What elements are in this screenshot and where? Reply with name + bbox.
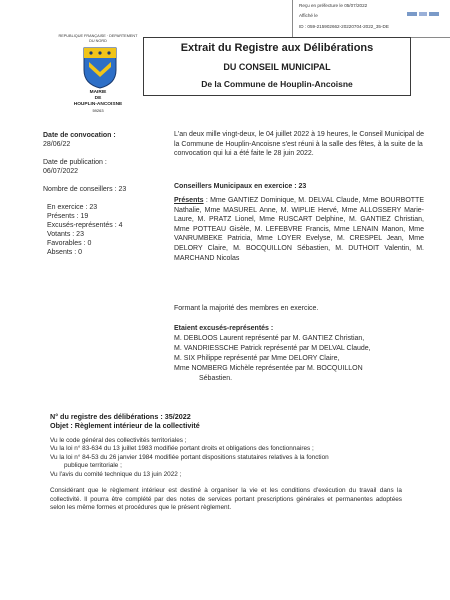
publication-label: Date de publication : [43, 159, 107, 166]
excused-item: M. VANDRIESSCHE Patrick représenté par M DELVAL Claude, [174, 345, 371, 352]
present-members [174, 196, 424, 263]
excused-label: Etaient excusés-représentés : [174, 325, 274, 332]
councillors-count: Nombre de conseillers : 23 [43, 186, 127, 193]
majority-statement: Formant la majorité des membres en exercice. [174, 305, 319, 312]
excused-item: Mme NOMBERG Michèle représentée par M. BOCQUILLON [174, 365, 363, 372]
coat-of-arms-icon [82, 46, 118, 90]
stamp-received-line: Reçu en préfecture le 05/07/2022 [299, 3, 368, 8]
stamp-logo-icon [405, 10, 443, 18]
stat-in-office: En exercice : 23 [47, 204, 98, 211]
legal-basis-item: Vu le code général des collectivités territoriales ; [50, 437, 187, 444]
register-number: N° du registre des délibérations : 35/2022 [50, 412, 191, 421]
stamp-displayed-line: Affiché le [299, 13, 318, 18]
stat-voters: Votants : 23 [47, 231, 84, 238]
excused-item: M. DEBLOOS Laurent représenté par M. GANTIEZ Christian, [174, 335, 365, 342]
excused-item: M. SIX Philippe représenté par Mme DELORY Claire, [174, 355, 340, 362]
legal-basis-item: Vu la loi n° 84-53 du 26 janvier 1984 modifiée portant dispositions statutaires relatives à la fonction [50, 454, 329, 461]
prefecture-stamp [292, 0, 450, 38]
stat-favorable: Favorables : 0 [47, 240, 92, 247]
meeting-intro: L'an deux mille vingt-deux, le 04 juillet 2022 à 19 heures, le Conseil Municipal de la Commune de Houplin-Ancoisne s'est réuni à la salle des fêtes, à la suite de la convocation qui lui a été faite le 28 juin 2022. [174, 131, 424, 158]
document-title: Extrait du Registre aux Délibérations [180, 42, 374, 54]
legal-basis-item-continuation: publique territoriale ; [64, 462, 122, 469]
present-label: Présents [174, 197, 204, 204]
stat-excused: Excusés-représentés : 4 [47, 222, 123, 229]
legal-basis-item: Vu la loi n° 83-634 du 13 juillet 1983 modifiée portant droits et obligations des fonctionnaires ; [50, 445, 314, 452]
legal-basis-item: Vu l'avis du comité technique du 13 juin 2022 ; [50, 471, 182, 478]
logo-postcode: 59263 [92, 108, 104, 113]
councillors-in-office-label: Conseillers Municipaux en exercice : 23 [174, 183, 307, 190]
stat-absent: Absents : 0 [47, 249, 83, 256]
meeting-stats-column [43, 131, 138, 257]
logo-de: DE [94, 96, 102, 101]
title-box [143, 37, 411, 96]
logo-town-name [58, 90, 138, 114]
logo-town: HOUPLIN-ANCOISNE [73, 102, 123, 107]
convocation-label: Date de convocation : [43, 132, 116, 139]
convocation-date: 28/06/22 [43, 141, 71, 148]
stat-present: Présents : 19 [47, 213, 89, 220]
publication-date: 06/07/2022 [43, 168, 79, 175]
excused-item-continuation: Sébastien. [199, 375, 233, 382]
deliberation-subject: Objet : Règlement intérieur de la collectivité [50, 421, 200, 430]
present-list: : Mme GANTIEZ Dominique, M. DELVAL Claude, Mme BOURBOTTE Nathalie, Mme MASUREL Anne, M. WIPLIE Hervé, Mme ALLOSSERY Marie-Laure, M. PRATZ Lionel, Mme RUSCART Delphine, M. GANTIEZ Christian, Mme POTTEAU Gisèle, M. LEFEBVRE Francis, Mme LENAIN Manon, Mme VANRUMBEKE Patricia, Mme LOYER Evelyse, M. CRESPEL Jean, Mme DELORY Claire, M. BOCQUILLON Sébastien, M. DUTHOIT Valentin, M. MARCHAND Nicolas [174, 197, 424, 262]
whereas-clause: Considérant que le règlement intérieur est destiné à organiser la vie et les conditions d'exécution du travail dans la collectivité. Il pourra être complété par des notes de services portant prescriptions générales et permanentes adoptées selon les même formes et procédures que le présent règlement. [50, 487, 402, 512]
stamp-id-line: ID : 059-215902662-20220704-2022_35-DE [299, 24, 389, 29]
document-subtitle-council: DU CONSEIL MUNICIPAL [223, 62, 331, 72]
logo-header-text: REPUBLIQUE FRANÇAISE · DEPARTEMENT DU NORD [58, 34, 138, 43]
document-subtitle-commune: De la Commune de Houplin-Ancoisne [201, 79, 353, 89]
logo-mairie: MAIRIE [89, 90, 107, 95]
